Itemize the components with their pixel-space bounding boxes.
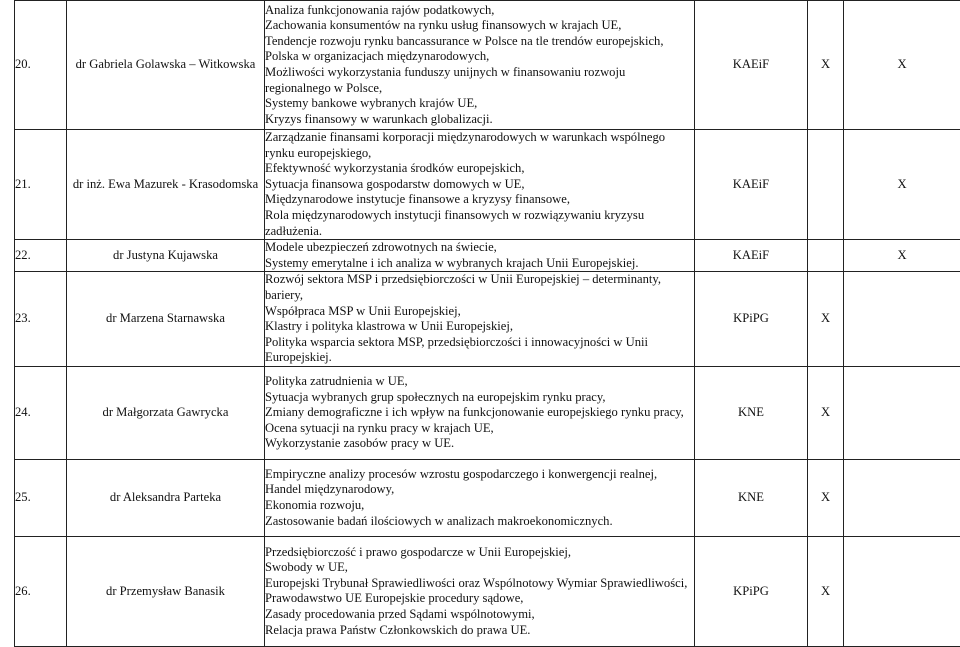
supervisor-name: dr Gabriela Golawska – Witkowska bbox=[67, 1, 265, 130]
topic-item: Przedsiębiorczość i prawo gospodarcze w Unii Europejskiej, bbox=[265, 545, 694, 561]
table-row bbox=[15, 130, 960, 240]
unit-code: KNE bbox=[695, 459, 808, 536]
topic-item: Wykorzystanie zasobów pracy w UE. bbox=[265, 436, 694, 452]
topic-item: Analiza funkcjonowania rajów podatkowych, bbox=[265, 3, 694, 19]
table-row bbox=[15, 272, 960, 367]
topic-item: Handel międzynarodowy, bbox=[265, 482, 694, 498]
unit-code: KPiPG bbox=[695, 536, 808, 646]
unit-code: KAEiF bbox=[695, 1, 808, 130]
mark-column-1 bbox=[808, 130, 844, 240]
mark-column-2 bbox=[844, 536, 960, 646]
topic-item: Modele ubezpieczeń zdrowotnych na świecie, bbox=[265, 240, 694, 256]
row-number: 22. bbox=[15, 240, 67, 272]
row-number: 24. bbox=[15, 366, 67, 459]
table-row bbox=[15, 1, 960, 130]
mark-column-1 bbox=[808, 240, 844, 272]
topic-item: Rozwój sektora MSP i przedsiębiorczości w Unii Europejskiej – determinanty, bariery, bbox=[265, 272, 694, 303]
topic-item: Ekonomia rozwoju, bbox=[265, 498, 694, 514]
topic-item: Polityka wsparcia sektora MSP, przedsiębiorczości i innowacyjności w Unii Europejskiej. bbox=[265, 335, 694, 366]
table-row bbox=[15, 366, 960, 459]
mark-column-2 bbox=[844, 459, 960, 536]
topic-item: Efektywność wykorzystania środków europejskich, bbox=[265, 161, 694, 177]
topic-item: Sytuacja wybranych grup społecznych na europejskim rynku pracy, bbox=[265, 390, 694, 406]
mark-column-1: X bbox=[808, 536, 844, 646]
mark-column-2: X bbox=[844, 130, 960, 240]
mark-column-1: X bbox=[808, 272, 844, 367]
topic-item: Tendencje rozwoju rynku bancassurance w Polsce na tle trendów europejskich, bbox=[265, 34, 694, 50]
table-body bbox=[15, 1, 960, 647]
mark-column-2 bbox=[844, 366, 960, 459]
unit-code: KNE bbox=[695, 366, 808, 459]
row-number: 20. bbox=[15, 1, 67, 130]
topics-cell bbox=[265, 459, 695, 536]
mark-column-1: X bbox=[808, 366, 844, 459]
table-row bbox=[15, 240, 960, 272]
supervisor-name: dr Marzena Starnawska bbox=[67, 272, 265, 367]
supervisor-name: dr Małgorzata Gawrycka bbox=[67, 366, 265, 459]
topic-item: Relacja prawa Państw Członkowskich do prawa UE. bbox=[265, 623, 694, 639]
topic-item: Ocena sytuacji na rynku pracy w krajach UE, bbox=[265, 421, 694, 437]
supervisor-name: dr inż. Ewa Mazurek - Krasodomska bbox=[67, 130, 265, 240]
supervisor-name: dr Justyna Kujawska bbox=[67, 240, 265, 272]
topic-item: Międzynarodowe instytucje finansowe a kryzysy finansowe, bbox=[265, 192, 694, 208]
topic-item: Zastosowanie badań ilościowych w analizach makroekonomicznych. bbox=[265, 514, 694, 530]
topic-item: Prawodawstwo UE Europejskie procedury sądowe, bbox=[265, 591, 694, 607]
topic-item: Zmiany demograficzne i ich wpływ na funkcjonowanie europejskiego rynku pracy, bbox=[265, 405, 694, 421]
topic-item: Empiryczne analizy procesów wzrostu gospodarczego i konwergencji realnej, bbox=[265, 467, 694, 483]
supervisor-name: dr Przemysław Banasik bbox=[67, 536, 265, 646]
topics-cell bbox=[265, 272, 695, 367]
topic-item: Kryzys finansowy w warunkach globalizacji. bbox=[265, 112, 694, 128]
unit-code: KAEiF bbox=[695, 130, 808, 240]
topic-item: Rola międzynarodowych instytucji finansowych w rozwiązywaniu kryzysu zadłużenia. bbox=[265, 208, 694, 239]
mark-column-1: X bbox=[808, 459, 844, 536]
topic-item: Swobody w UE, bbox=[265, 560, 694, 576]
topic-item: Systemy bankowe wybranych krajów UE, bbox=[265, 96, 694, 112]
topic-item: Europejski Trybunał Sprawiedliwości oraz Wspólnotowy Wymiar Sprawiedliwości, bbox=[265, 576, 694, 592]
mark-column-2: X bbox=[844, 1, 960, 130]
topics-cell bbox=[265, 130, 695, 240]
row-number: 25. bbox=[15, 459, 67, 536]
topic-item: Sytuacja finansowa gospodarstw domowych w UE, bbox=[265, 177, 694, 193]
table-row bbox=[15, 459, 960, 536]
topic-item: Zarządzanie finansami korporacji międzynarodowych w warunkach wspólnego rynku europejskiego, bbox=[265, 130, 694, 161]
unit-code: KAEiF bbox=[695, 240, 808, 272]
mark-column-2 bbox=[844, 272, 960, 367]
topic-item: Zasady procedowania przed Sądami wspólnotowymi, bbox=[265, 607, 694, 623]
topic-item: Współpraca MSP w Unii Europejskiej, bbox=[265, 304, 694, 320]
topics-cell bbox=[265, 1, 695, 130]
topic-item: Klastry i polityka klastrowa w Unii Europejskiej, bbox=[265, 319, 694, 335]
supervisor-topics-table bbox=[14, 0, 960, 647]
table-row bbox=[15, 536, 960, 646]
topic-item: Możliwości wykorzystania funduszy unijnych w finansowaniu rozwoju regionalnego w Polsce, bbox=[265, 65, 694, 96]
unit-code: KPiPG bbox=[695, 272, 808, 367]
topic-item: Systemy emerytalne i ich analiza w wybranych krajach Unii Europejskiej. bbox=[265, 256, 694, 272]
topic-item: Zachowania konsumentów na rynku usług finansowych w krajach UE, bbox=[265, 18, 694, 34]
row-number: 23. bbox=[15, 272, 67, 367]
topics-cell bbox=[265, 366, 695, 459]
topics-cell bbox=[265, 240, 695, 272]
row-number: 21. bbox=[15, 130, 67, 240]
topic-item: Polska w organizacjach międzynarodowych, bbox=[265, 49, 694, 65]
topics-cell bbox=[265, 536, 695, 646]
mark-column-2: X bbox=[844, 240, 960, 272]
topic-item: Polityka zatrudnienia w UE, bbox=[265, 374, 694, 390]
supervisor-name: dr Aleksandra Parteka bbox=[67, 459, 265, 536]
mark-column-1: X bbox=[808, 1, 844, 130]
row-number: 26. bbox=[15, 536, 67, 646]
